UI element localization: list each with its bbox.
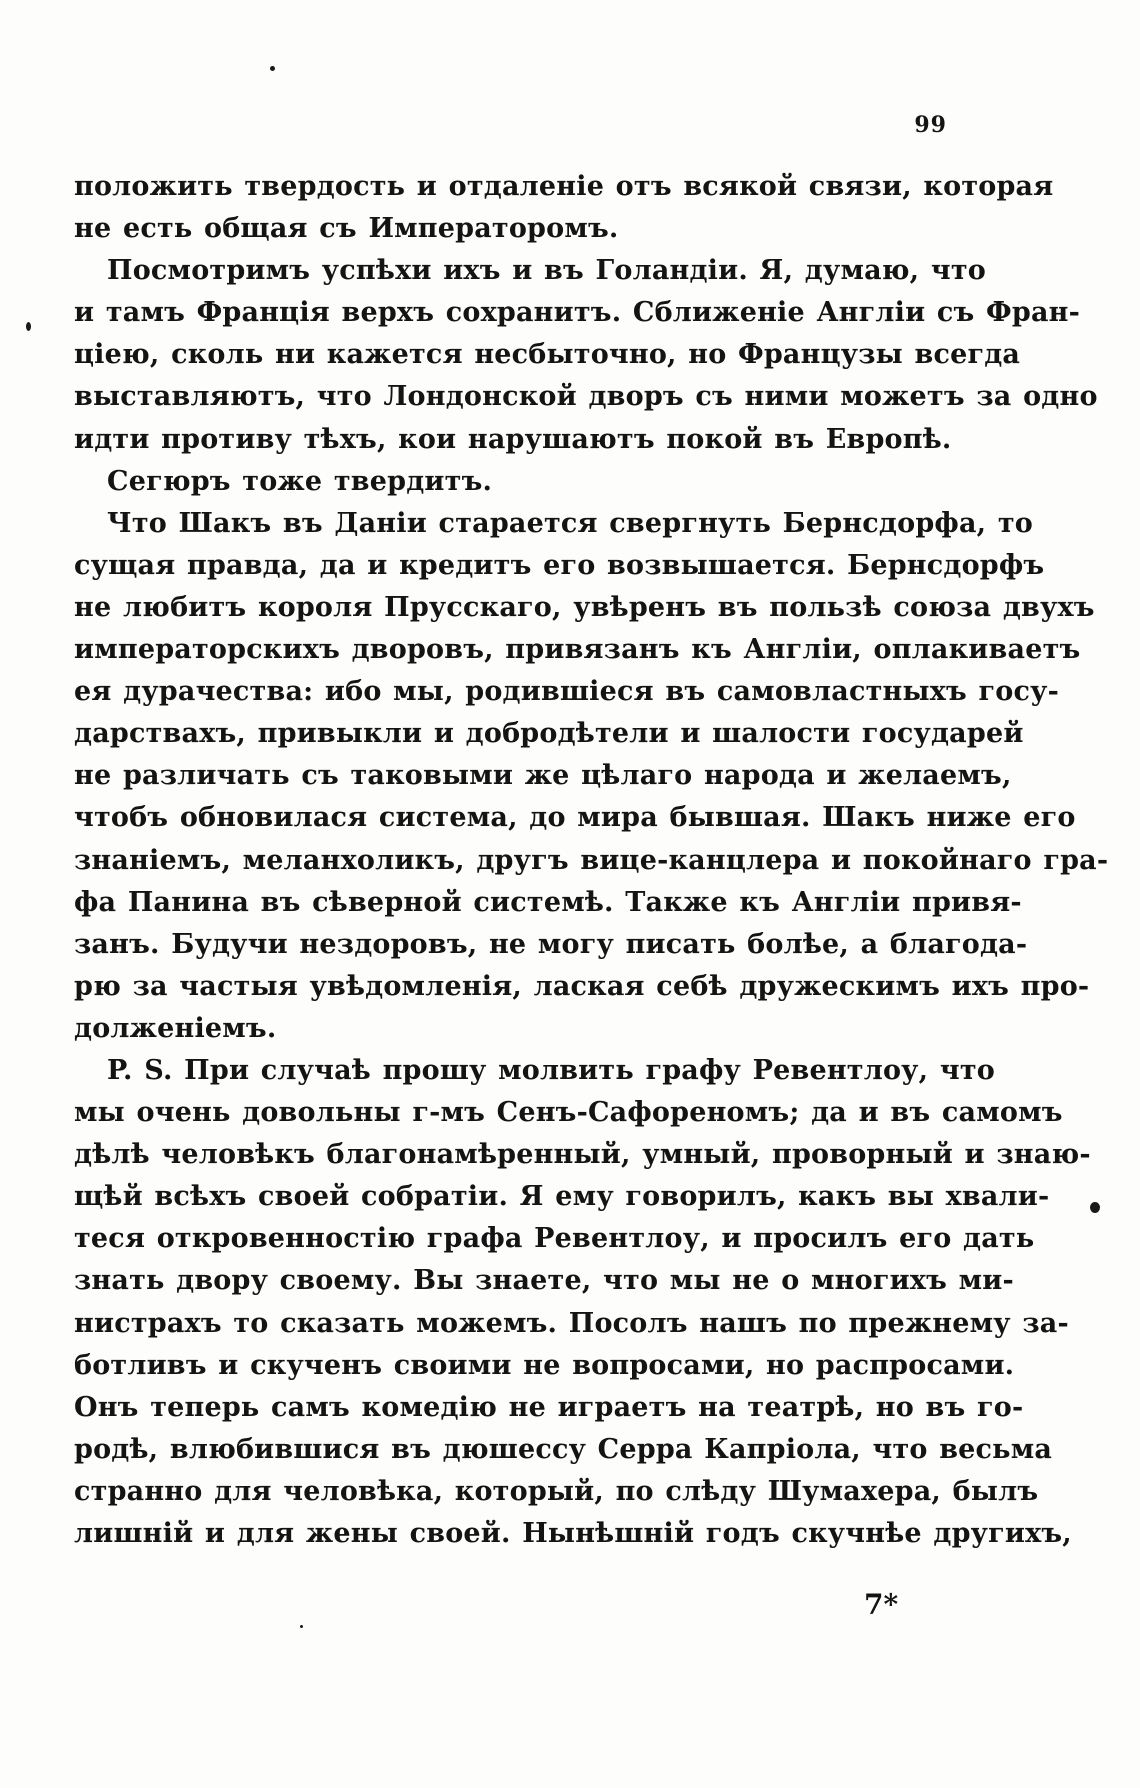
text-line: Что Шакъ въ Даніи старается свергнуть Бернсдорфа, то xyxy=(107,507,1033,539)
text-line: ціею, сколь ни кажется несбыточно, но Французы всегда xyxy=(74,339,1021,371)
text-line: выставляютъ, что Лондонской дворъ съ ними можетъ за одно xyxy=(74,381,1098,413)
text-line: и тамъ Франція верхъ сохранитъ. Сближеніе Англіи съ Фран- xyxy=(74,297,1081,329)
text-line: чтобъ обновилася система, до мира бывшая. Шакъ ниже его xyxy=(74,802,1076,834)
text-line: ботливъ и скученъ своими не вопросами, но распросами. xyxy=(74,1349,1015,1381)
text-line: P. S. При случаѣ прошу молвить графу Ревентлоу, что xyxy=(107,1054,995,1086)
text-line: родѣ, влюбившися въ дюшессу Серра Капріола, что весьма xyxy=(74,1433,1053,1465)
text-line: императорскихъ дворовъ, привязанъ къ Англіи, оплакиваетъ xyxy=(74,634,1081,666)
text-line: нистрахъ то сказать можемъ. Посолъ нашъ по прежнему за- xyxy=(74,1307,1069,1339)
scan-speck xyxy=(1090,1202,1100,1213)
text-line: сущая правда, да и кредитъ его возвышается. Бернсдорфъ xyxy=(74,549,1045,581)
text-line: Сегюръ тоже твердитъ. xyxy=(107,465,493,497)
text-line: странно для человѣка, который, по слѣду Шумахера, былъ xyxy=(74,1475,1039,1507)
text-line: идти противу тѣхъ, кои нарушаютъ покой въ Европѣ. xyxy=(74,423,952,455)
text-line: ея дурачества: ибо мы, родившіеся въ самовластныхъ госу- xyxy=(74,676,1060,708)
text-line: дарствахъ, привыкли и добродѣтели и шалости государей xyxy=(74,718,1024,750)
text-line: долженіемъ. xyxy=(74,1012,277,1044)
text-line: лишній и для жены своей. Нынѣшній годъ скучнѣе другихъ, xyxy=(74,1518,1072,1549)
text-line: теся откровенностію графа Ревентлоу, и просилъ его дать xyxy=(74,1223,1035,1255)
page-number: 99 xyxy=(914,112,947,138)
text-line: положить твердость и отдаленіе отъ всякой связи, которая xyxy=(74,171,1054,202)
text-line: щѣй всѣхъ своей собратіи. Я ему говорилъ, какъ вы хвали- xyxy=(74,1181,1050,1213)
scan-speck xyxy=(270,66,275,71)
text-line: рю за частыя увѣдомленія, лаская себѣ дружескимъ ихъ про- xyxy=(74,970,1090,1002)
signature-mark: 7* xyxy=(864,1588,899,1621)
body-text xyxy=(74,166,1109,1555)
text-line: мы очень довольны г-мъ Сенъ-Сафореномъ; да и въ самомъ xyxy=(74,1097,1063,1129)
text-line: не есть общая съ Императоромъ. xyxy=(74,213,619,245)
scan-speck xyxy=(26,322,31,331)
text-line: Онъ теперь самъ комедію не играетъ на театрѣ, но въ го- xyxy=(74,1391,1024,1423)
text-line: не различать съ таковыми же цѣлаго народа и желаемъ, xyxy=(74,760,1012,792)
text-line: фа Панина въ сѣверной системѣ. Также къ Англіи привя- xyxy=(74,886,1022,918)
text-line: знать двору своему. Вы знаете, что мы не о многихъ ми- xyxy=(74,1265,1014,1297)
text-line: знаніемъ, меланхоликъ, другъ вице-канцлера и покойнаго гра- xyxy=(74,844,1109,876)
text-line: занъ. Будучи нездоровъ, не могу писать болѣе, а благода- xyxy=(74,928,1028,960)
text-line: дѣлѣ человѣкъ благонамѣренный, умный, проворный и знаю- xyxy=(74,1139,1091,1171)
text-line: не любитъ короля Прусскаго, увѣренъ въ пользѣ союза двухъ xyxy=(74,591,1095,623)
text-line: Посмотримъ успѣхи ихъ и въ Голандіи. Я, думаю, что xyxy=(107,255,986,287)
scan-speck xyxy=(300,1625,303,1628)
